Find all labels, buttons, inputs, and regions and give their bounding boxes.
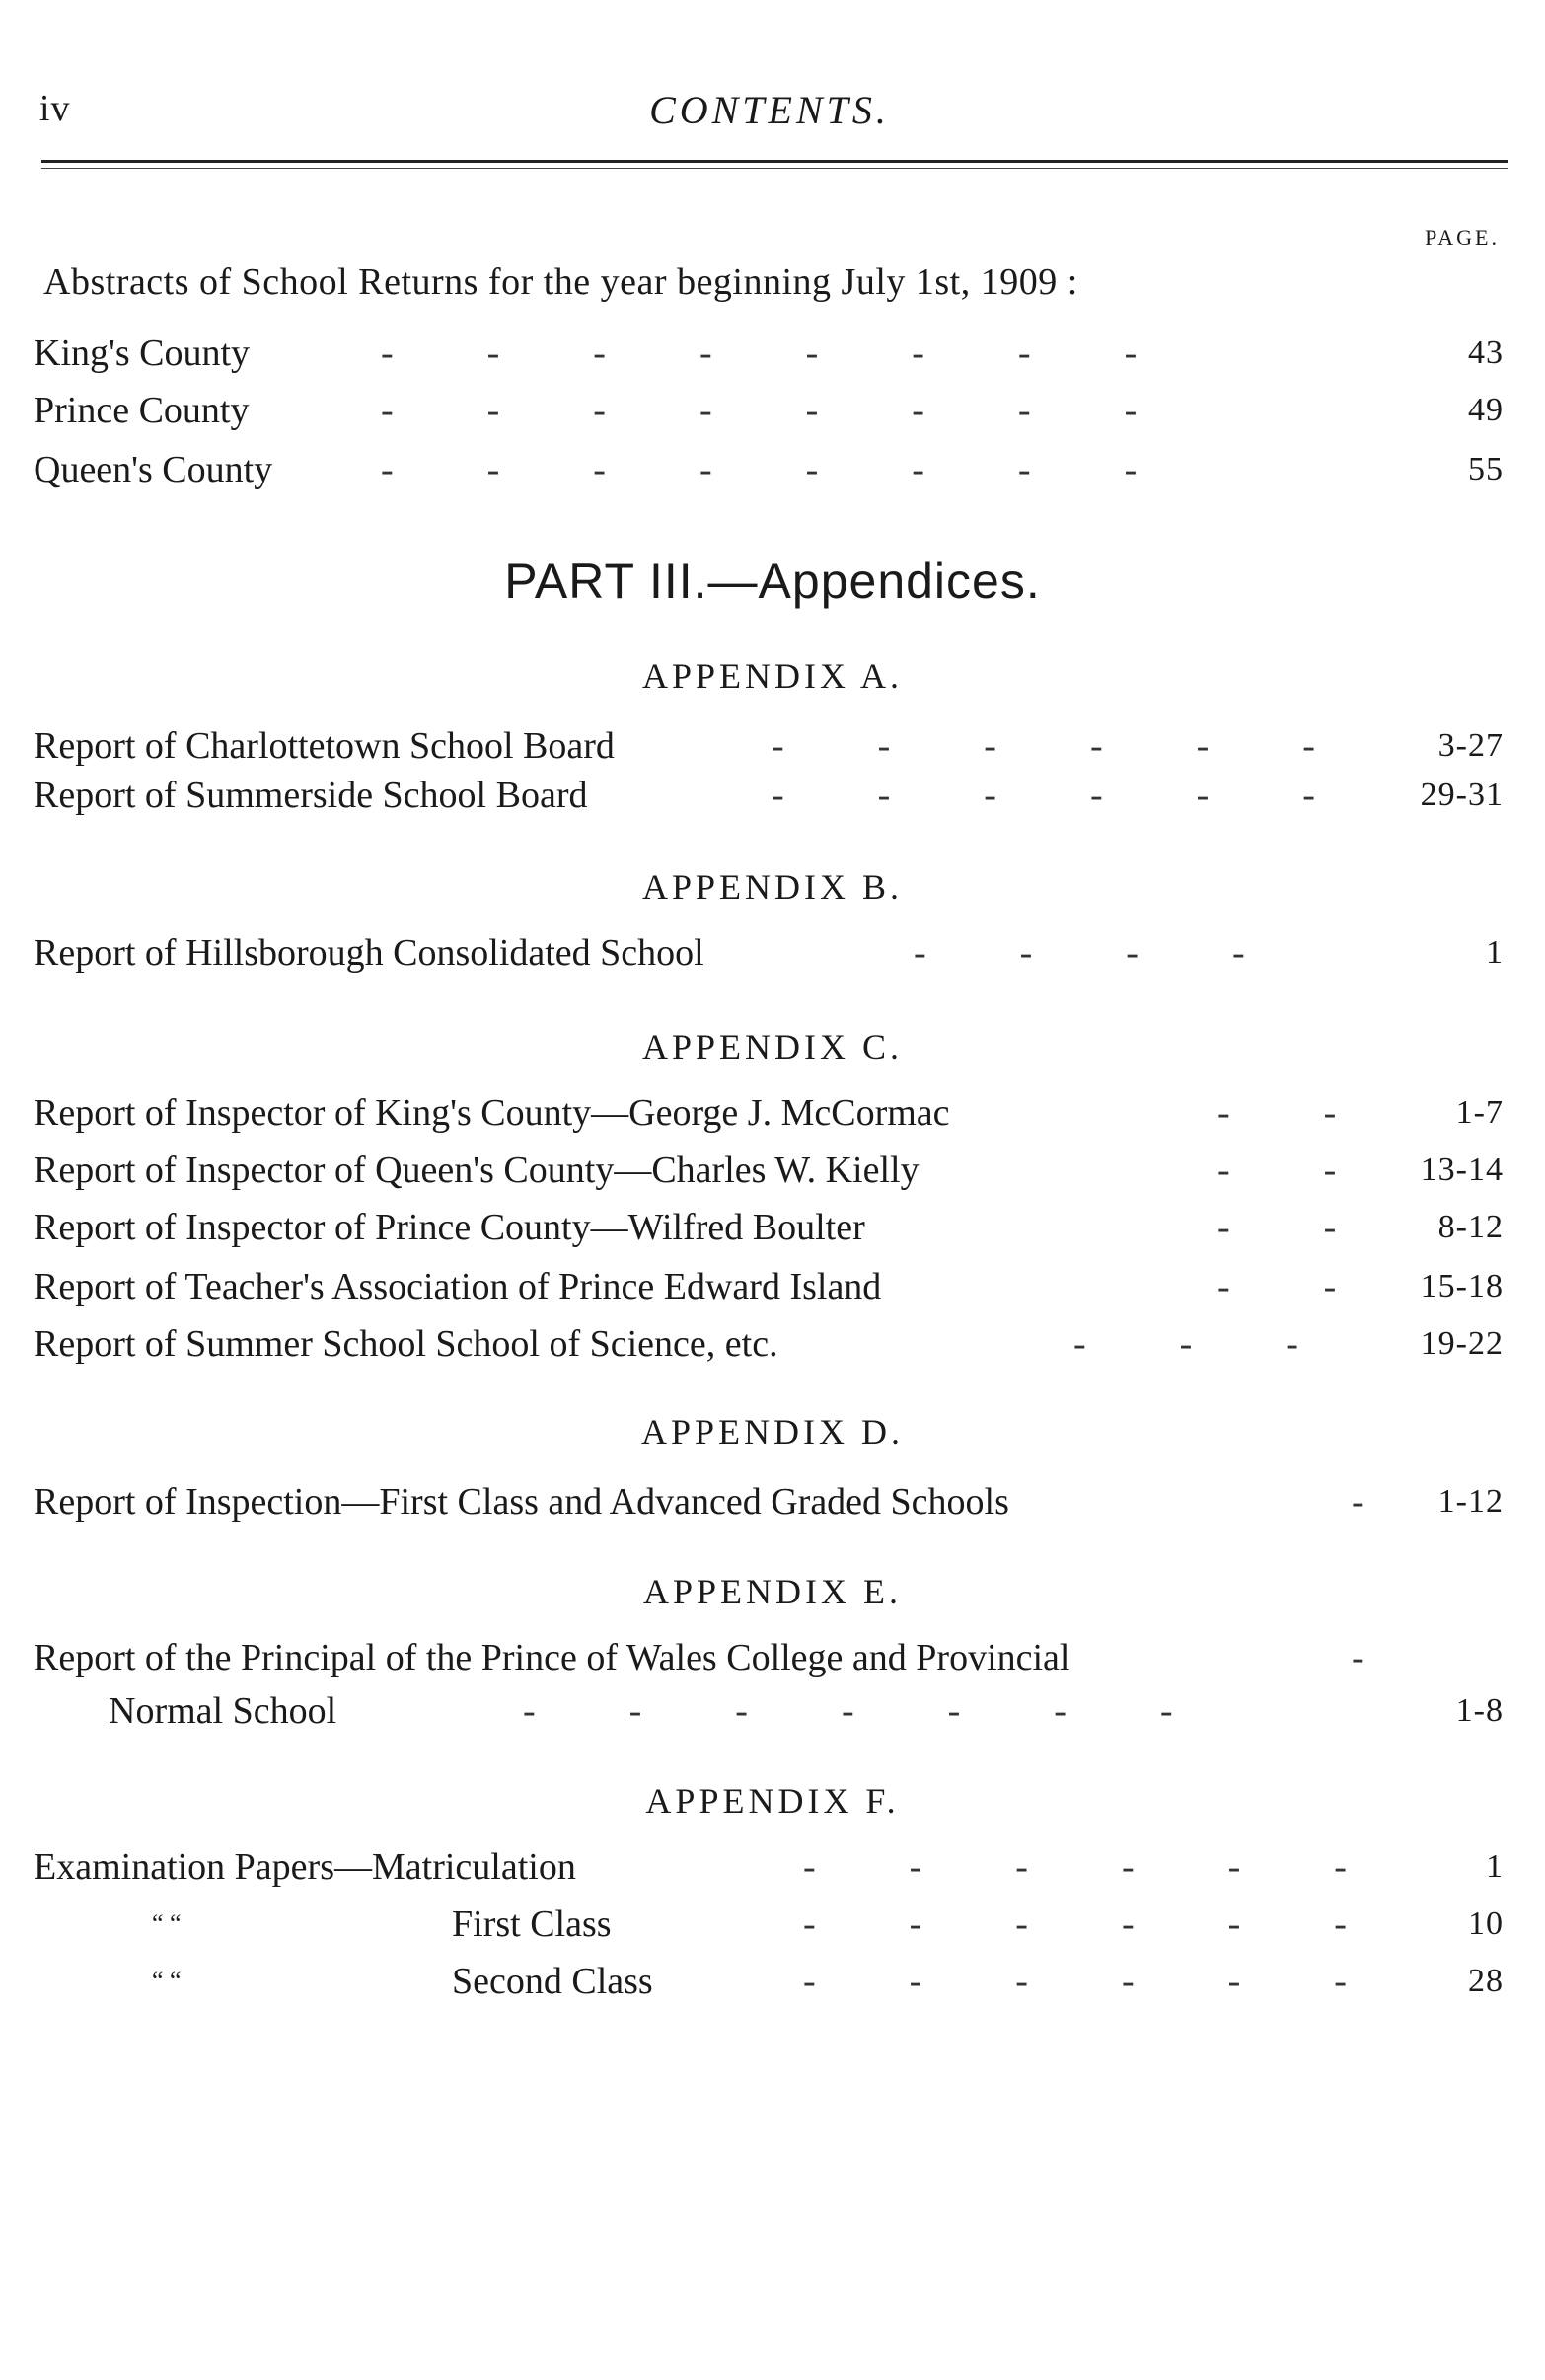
appendix-heading: APPENDIX B. [641, 867, 904, 907]
page-column-label: PAGE. [1425, 225, 1500, 250]
toc-entry-title: Report of Summer School School of Science, etc. [34, 1323, 778, 1365]
leader-dots: - - - - - - - - [381, 390, 1138, 431]
leader-dots: - - - - - - [803, 1961, 1347, 2002]
leader-dots: - - - - - - [803, 1846, 1347, 1888]
toc-entry-title: Examination Papers—Matriculation [34, 1846, 576, 1888]
toc-entry-page: 10 [1468, 1905, 1504, 1942]
appendix-heading: APPENDIX F. [645, 1781, 900, 1821]
toc-entry [34, 772, 1504, 819]
leader-dots: - - - - - - - - [381, 333, 1138, 374]
toc-entry-title: Report of Charlottetown School Board [34, 725, 615, 767]
toc-entry [34, 1478, 1504, 1525]
header-rule [41, 160, 1508, 163]
leader-dots: - - - - [914, 932, 1245, 974]
ditto-marks: “ “ [152, 1909, 182, 1938]
leader-dots: - - - - - - - [523, 1690, 1173, 1732]
toc-entry-page: 28 [1468, 1963, 1504, 1999]
toc-entry [34, 1958, 1504, 2005]
toc-entry-page: 1-8 [1455, 1692, 1504, 1729]
leader-dots: - - - - - - [803, 1903, 1347, 1945]
leader-dots: - - [1217, 1266, 1337, 1307]
toc-entry-page: 3-27 [1437, 727, 1504, 764]
toc-entry-page: 8-12 [1437, 1209, 1504, 1245]
toc-entry-page: 49 [1468, 392, 1504, 428]
toc-entry-page: 13-14 [1420, 1152, 1504, 1188]
toc-entry-page: 29-31 [1420, 777, 1504, 813]
toc-entry [34, 1634, 1504, 1681]
appendix-heading: APPENDIX A. [641, 656, 904, 696]
leader-dots: - - - [1073, 1323, 1298, 1365]
toc-entry-continuation [34, 1687, 1504, 1735]
leader-dots: - [1352, 1481, 1364, 1523]
running-head [39, 87, 1500, 136]
toc-entry-title: Report of Summerside School Board [34, 775, 588, 816]
toc-entry-page: 19-22 [1420, 1325, 1504, 1362]
toc-entry-page: 43 [1468, 335, 1504, 371]
toc-entry [34, 1147, 1504, 1194]
leader-dots: - - [1217, 1092, 1337, 1134]
ditto-marks: “ “ [152, 1967, 182, 1995]
leader-dots: - - - - - - - - [381, 449, 1138, 490]
toc-entry [34, 387, 1504, 434]
appendix-heading: APPENDIX E. [642, 1572, 902, 1611]
toc-entry-title: Report of Teacher's Association of Prince Edward Island [34, 1266, 882, 1307]
appendix-heading: APPENDIX C. [641, 1027, 904, 1067]
header-rule-thin [41, 168, 1508, 169]
toc-entry [34, 1843, 1504, 1891]
toc-entry-title: Report of the Principal of the Prince of Wales College and Provincial [34, 1637, 1070, 1678]
leader-dots: - - - - - - [772, 725, 1315, 767]
toc-entry-title: Second Class [452, 1961, 653, 2002]
running-title: CONTENTS. [649, 88, 890, 132]
leader-dots: - - [1217, 1207, 1337, 1248]
toc-entry-page: 1 [1486, 1848, 1504, 1885]
toc-entry-title: Normal School [109, 1690, 337, 1732]
toc-entry [34, 1900, 1504, 1948]
page-number: iv [39, 88, 71, 129]
toc-entry-page: 1 [1486, 934, 1504, 971]
toc-entry [34, 1320, 1504, 1368]
toc-entry-title: Queen's County [34, 449, 273, 490]
leader-dots: - - [1217, 1150, 1337, 1191]
toc-entry [34, 330, 1504, 377]
toc-entry-title: King's County [34, 333, 251, 374]
abstracts-intro: Abstracts of School Returns for the year beginning July 1st, 1909 : [43, 261, 1078, 303]
appendix-heading: APPENDIX D. [640, 1412, 904, 1451]
toc-entry-title: Report of Inspector of Queen's County—Charles W. Kielly [34, 1150, 920, 1191]
toc-entry [34, 1204, 1504, 1251]
toc-entry [34, 446, 1504, 493]
toc-entry-page: 15-18 [1420, 1268, 1504, 1304]
toc-entry-page: 55 [1468, 451, 1504, 487]
toc-entry-title: Report of Inspector of King's County—George J. McCormac [34, 1092, 950, 1134]
toc-entry [34, 930, 1504, 977]
leader-dots: - - - - - - [772, 775, 1315, 816]
part-heading: PART III.—Appendices. [504, 554, 1041, 609]
toc-entry-title: First Class [452, 1903, 612, 1945]
leader-dots: - [1352, 1637, 1364, 1678]
toc-entry-title: Prince County [34, 390, 250, 431]
toc-entry-title: Report of Inspection—First Class and Advanced Graded Schools [34, 1481, 1009, 1523]
toc-entry-page: 1-12 [1437, 1483, 1504, 1520]
toc-entry-title: Report of Inspector of Prince County—Wilfred Boulter [34, 1207, 865, 1248]
toc-entry [34, 722, 1504, 770]
toc-entry [34, 1263, 1504, 1310]
toc-entry [34, 1089, 1504, 1137]
toc-entry-title: Report of Hillsborough Consolidated School [34, 932, 704, 974]
toc-entry-page: 1-7 [1455, 1094, 1504, 1131]
